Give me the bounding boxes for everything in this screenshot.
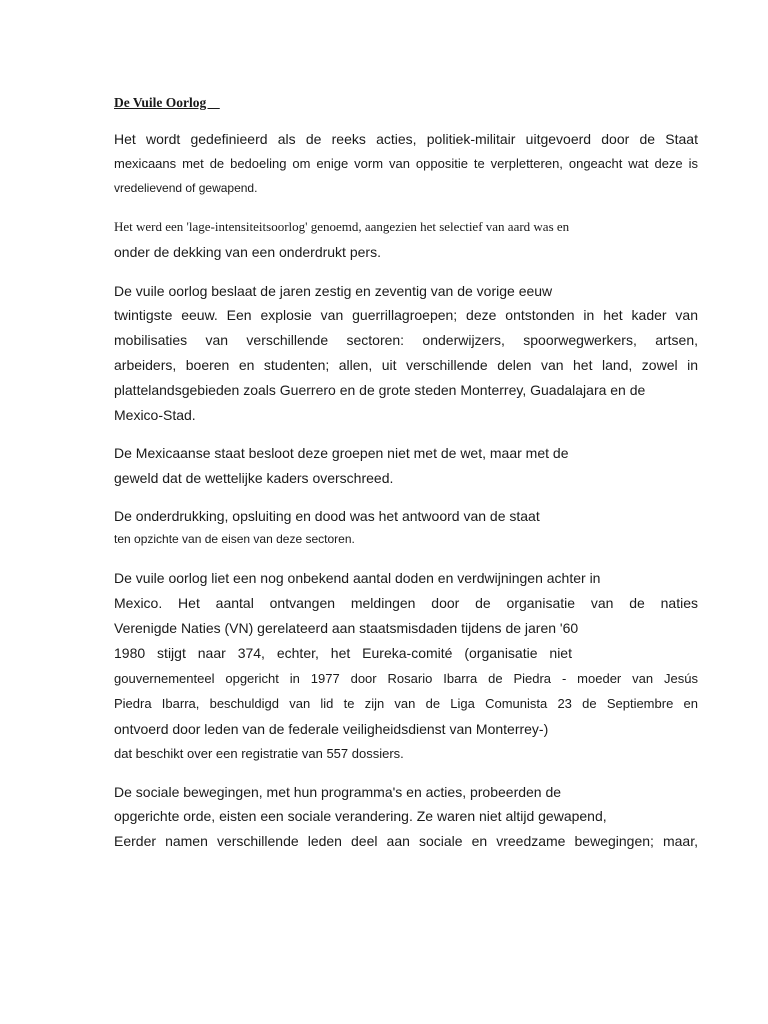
- text-line: Verenigde Naties (VN) gerelateerd aan staatsmisdaden tijdens de jaren '60: [114, 620, 579, 636]
- text-line: dat beschikt over een registratie van 557 dossiers.: [114, 746, 404, 761]
- text-line: Mexico. Het aantal ontvangen meldingen door de organisatie van de naties: [114, 595, 698, 611]
- text-line: Het werd een 'lage-intensiteitsoorlog' genoemd, aangezien het selectief van aard was en: [114, 219, 570, 234]
- text-line: vredelievend of gewapend.: [114, 181, 258, 195]
- text-line: De Mexicaanse staat besloot deze groepen niet met de wet, maar met de: [114, 445, 569, 461]
- text-line: ontvoerd door leden van de federale veiligheidsdienst van Monterrey-): [114, 721, 549, 737]
- text-line: onder de dekking van een onderdrukt pers.: [114, 244, 381, 260]
- text-line: opgerichte orde, eisten een sociale verandering. Ze waren niet altijd gewapend,: [114, 808, 607, 824]
- text-line: Mexico-Stad.: [114, 407, 196, 423]
- text-line: geweld dat de wettelijke kaders overschreed.: [114, 470, 394, 486]
- text-line: De vuile oorlog beslaat de jaren zestig en zeventig van de vorige eeuw: [114, 283, 553, 299]
- text-line: plattelandsgebieden zoals Guerrero en de grote steden Monterrey, Guadalajara en de: [114, 382, 646, 398]
- text-line: De vuile oorlog liet een nog onbekend aantal doden en verdwijningen achter in: [114, 570, 601, 586]
- text-line: mexicaans met de bedoeling om enige vorm van oppositie te verpletteren, ongeacht wat deze is: [114, 156, 698, 171]
- text-line: Piedra Ibarra, beschuldigd van lid te zijn van de Liga Comunista 23 de Septiembre en: [114, 696, 698, 711]
- text-line: mobilisaties van verschillende sectoren: onderwijzers, spoorwegwerkers, artsen,: [114, 332, 698, 348]
- text-line: ten opzichte van de eisen van deze sectoren.: [114, 532, 355, 546]
- text-line: De onderdrukking, opsluiting en dood was het antwoord van de staat: [114, 508, 540, 524]
- text-line: Het wordt gedefinieerd als de reeks acties, politiek-militair uitgevoerd door de Staat: [114, 131, 698, 147]
- text-line: twintigste eeuw. Een explosie van guerrillagroepen; deze ontstonden in het kader van: [114, 307, 698, 323]
- text-line: arbeiders, boeren en studenten; allen, uit verschillende delen van het land, zowel in: [114, 357, 698, 373]
- text-line: 1980 stijgt naar 374, echter, het Eureka-comité (organisatie niet: [114, 645, 572, 661]
- text-line: Eerder namen verschillende leden deel aan sociale en vreedzame bewegingen; maar,: [114, 833, 698, 849]
- document-title: De Vuile Oorlog: [114, 95, 220, 110]
- text-line: De sociale bewegingen, met hun programma's en acties, probeerden de: [114, 784, 562, 800]
- text-line: gouvernementeel opgericht in 1977 door Rosario Ibarra de Piedra - moeder van Jesús: [114, 671, 698, 686]
